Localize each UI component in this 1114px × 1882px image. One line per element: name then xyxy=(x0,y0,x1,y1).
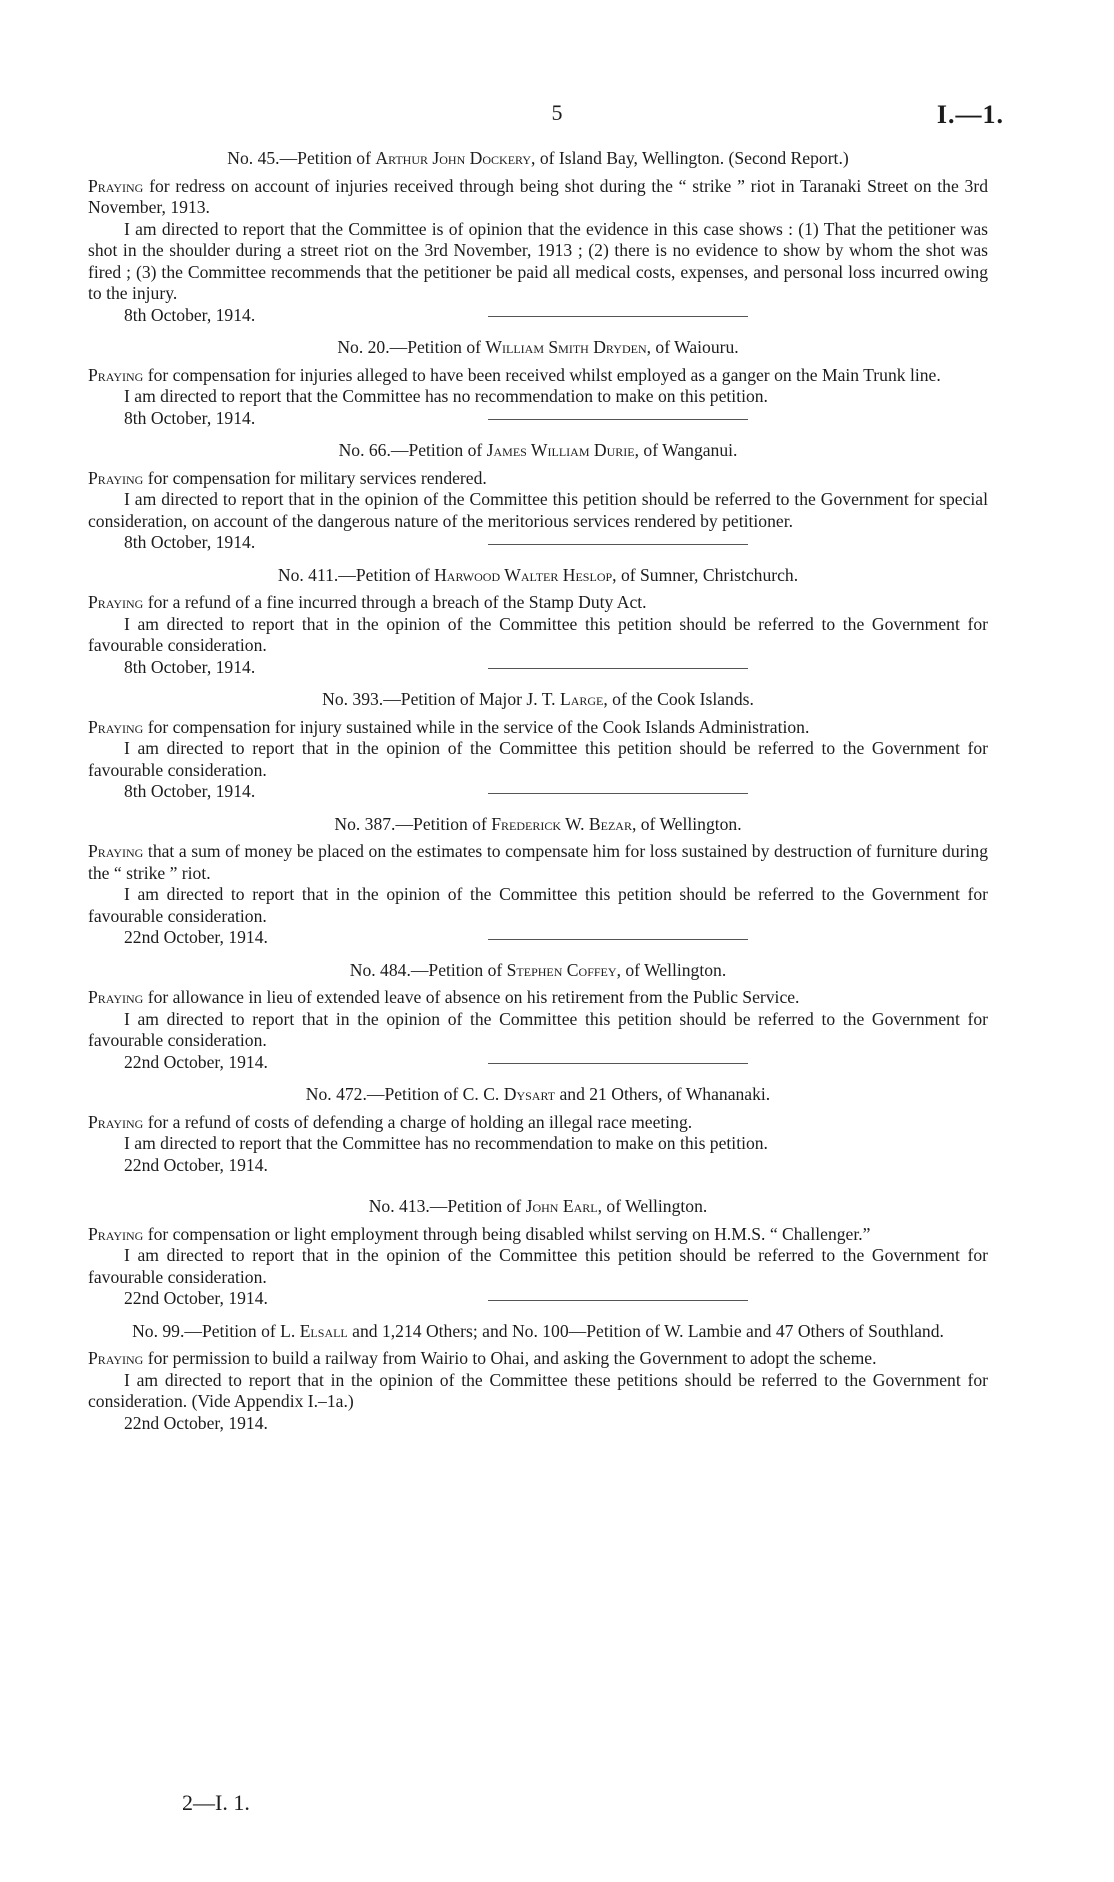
petition-entry xyxy=(88,959,988,1072)
petition-title: No. 387.—Petition of Frederick W. Bezar, of Wellington. xyxy=(334,813,742,834)
report-date: 8th October, 1914. xyxy=(124,656,256,677)
petition-entry xyxy=(88,440,988,552)
page-number: 5 xyxy=(551,100,563,125)
praying-paragraph: Praying for a refund of costs of defending a charge of holding an illegal race meeting. xyxy=(88,1111,693,1132)
petition-title: No. 472.—Petition of C. C. Dysart and 21 Others, of Whananaki. xyxy=(305,1084,771,1104)
committee-report: I am directed to report that in the opinion of the Committee this petition should be referred to the Government for favourable consideration. xyxy=(88,613,988,655)
report-date: 8th October, 1914. xyxy=(124,781,256,801)
section-divider xyxy=(488,1063,748,1064)
committee-report: I am directed to report that in the opinion of the Committee this petition should be referred to the Government for favourable consideration. xyxy=(88,738,988,780)
petitions-list xyxy=(88,148,988,1454)
report-date: 22nd October, 1914. xyxy=(124,1412,268,1433)
petition-entry xyxy=(88,689,988,801)
committee-report: I am directed to report that in the opinion of the Committee this petition should be referred to the Government for favourable consideration. xyxy=(88,884,988,926)
praying-paragraph: Praying for compensation or light employment through being disabled whilst serving on H.M.S. “ Challenger.” xyxy=(88,1223,871,1244)
signature-mark: 2—I. 1. xyxy=(182,1790,250,1815)
praying-paragraph: Praying for allowance in lieu of extended leave of absence on his retirement from the Public Service. xyxy=(88,987,800,1007)
petition-entry xyxy=(88,564,988,677)
petition-entry xyxy=(88,1321,988,1435)
petition-title: No. 393.—Petition of Major J. T. Large, of the Cook Islands. xyxy=(322,689,754,709)
petition-title: No. 66.—Petition of James William Durie, of Wanganui. xyxy=(338,440,738,460)
praying-paragraph: Praying for compensation for injuries alleged to have been received whilst employed as a ganger on the Main Trunk line. xyxy=(88,364,941,385)
committee-report: I am directed to report that in the opinion of the Committee these petitions should be referred to the Government for consideration. (Vide Appendix I.–1a.) xyxy=(88,1369,988,1411)
petition-title: No. 484.—Petition of Stephen Coffey, of Wellington. xyxy=(349,959,727,980)
petition-entry xyxy=(88,1196,988,1308)
petition-title: No. 45.—Petition of Arthur John Dockery, of Island Bay, Wellington. (Second Report.) xyxy=(227,148,849,168)
committee-report: I am directed to report that in the opinion of the Committee this petition should be referred to the Government for special consideration, on account of the dangerous nature of the meritorious services rendered by petitioner. xyxy=(88,489,988,531)
section-divider xyxy=(488,316,748,317)
report-date: 22nd October, 1914. xyxy=(124,1154,268,1175)
praying-paragraph: Praying for a refund of a fine incurred through a breach of the Stamp Duty Act. xyxy=(88,592,647,612)
petition-entry xyxy=(88,813,988,947)
report-date: 8th October, 1914. xyxy=(124,304,256,325)
committee-report: I am directed to report that in the opinion of the Committee this petition should be referred to the Government for favourable consideration. xyxy=(88,1008,988,1050)
praying-paragraph: Praying for compensation for military services rendered. xyxy=(88,467,487,488)
report-date: 22nd October, 1914. xyxy=(124,1288,268,1308)
petition-title: No. 20.—Petition of William Smith Dryden, of Waiouru. xyxy=(337,337,739,357)
petition-title: No. 411.—Petition of Harwood Walter Heslop, of Sumner, Christchurch. xyxy=(277,564,799,585)
report-date: 8th October, 1914. xyxy=(124,407,256,428)
petition-title: No. 99.—Petition of L. Elsall and 1,214 Others; and No. 100—Petition of W. Lambie and 47 Others of Southland. xyxy=(132,1320,944,1341)
petition-title: No. 413.—Petition of John Earl, of Wellington. xyxy=(368,1196,708,1216)
committee-report: I am directed to report that the Committee has no recommendation to make on this petition. xyxy=(124,386,768,406)
section-divider xyxy=(488,419,748,420)
document-reference: I.—1. xyxy=(936,100,1004,129)
praying-paragraph: Praying that a sum of money be placed on the estimates to compensate him for loss sustained by destruction of furniture during the “ strike ” riot. xyxy=(88,841,988,883)
section-divider xyxy=(488,793,748,794)
petition-entry xyxy=(88,337,988,428)
report-date: 22nd October, 1914. xyxy=(124,927,268,947)
petition-entry xyxy=(88,148,988,325)
report-date: 22nd October, 1914. xyxy=(124,1051,268,1072)
committee-report: I am directed to report that in the opinion of the Committee this petition should be referred to the Government for favourable consideration. xyxy=(88,1245,988,1287)
praying-paragraph: Praying for redress on account of injuries received through being shot during the “ strike ” riot in Taranaki Street on the 3rd November, 1913. xyxy=(88,175,988,217)
section-divider xyxy=(488,939,748,940)
committee-report: I am directed to report that the Committee has no recommendation to make on this petition. xyxy=(124,1133,768,1153)
petition-entry xyxy=(88,1084,988,1176)
report-date: 8th October, 1914. xyxy=(124,532,256,552)
section-divider xyxy=(488,668,748,669)
praying-paragraph: Praying for compensation for injury sustained while in the service of the Cook Islands Administration. xyxy=(88,716,810,737)
committee-report: I am directed to report that the Committee is of opinion that the evidence in this case shows : (1) That the petitioner was shot in the shoulder during a street riot on the 3rd November, 1913 ; (2) there is no evidence to show by whom the shot was fired ; (3) the Committee recommends that the petitioner be paid all medical costs, expenses, and personal loss incurred owing to the injury. xyxy=(88,218,988,303)
section-divider xyxy=(488,1300,748,1301)
section-divider xyxy=(488,544,748,545)
praying-paragraph: Praying for permission to build a railway from Wairio to Ohai, and asking the Government to adopt the scheme. xyxy=(88,1348,877,1368)
